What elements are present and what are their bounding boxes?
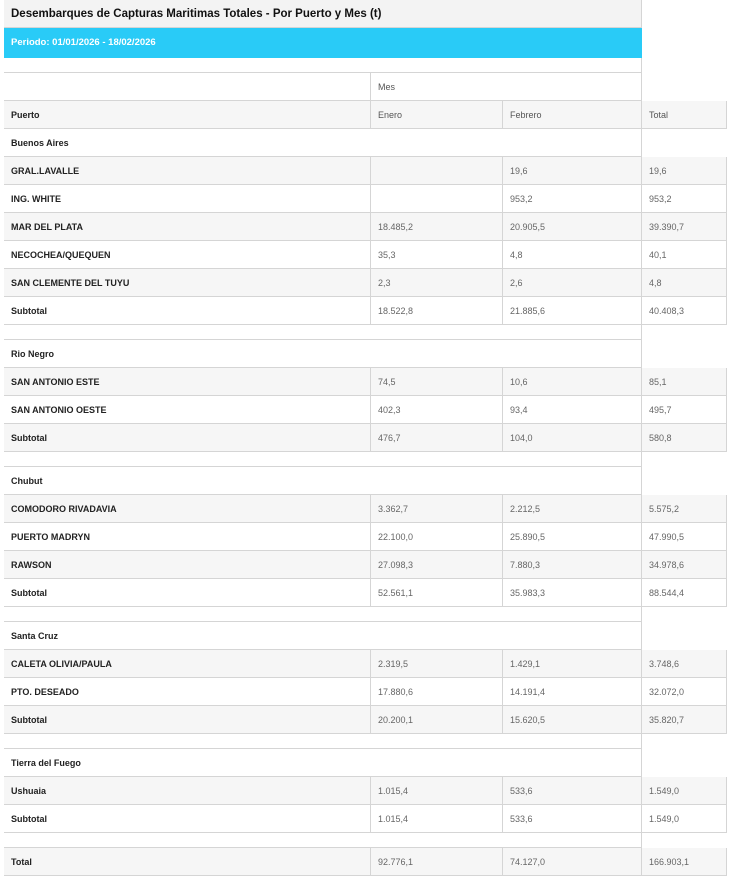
subtotal-total: 580,8 (642, 424, 727, 452)
spacer-cell (4, 452, 642, 467)
febrero-value: 14.191,4 (503, 678, 642, 706)
port-name: NECOCHEA/QUEQUEN (4, 241, 371, 269)
subtotal-enero: 476,7 (371, 424, 503, 452)
total-value: 85,1 (642, 368, 727, 396)
subtotal-enero: 52.561,1 (371, 579, 503, 607)
subtotal-label: Subtotal (4, 424, 371, 452)
subtotal-febrero: 35.983,3 (503, 579, 642, 607)
febrero-value: 2,6 (503, 269, 642, 297)
empty-header-cell (4, 73, 371, 101)
port-name: PTO. DESEADO (4, 678, 371, 706)
total-value: 47.990,5 (642, 523, 727, 551)
febrero-value: 25.890,5 (503, 523, 642, 551)
grand-total-value: 166.903,1 (642, 848, 727, 876)
enero-value: 27.098,3 (371, 551, 503, 579)
total-value: 1.549,0 (642, 777, 727, 805)
spacer-cell (4, 325, 642, 340)
subtotal-total: 35.820,7 (642, 706, 727, 734)
port-name: PUERTO MADRYN (4, 523, 371, 551)
enero-value: 3.362,7 (371, 495, 503, 523)
subtotal-label: Subtotal (4, 579, 371, 607)
region-name: Rio Negro (4, 340, 642, 368)
table-title: Desembarques de Capturas Maritimas Totales - Por Puerto y Mes (t) (4, 0, 642, 28)
febrero-value: 10,6 (503, 368, 642, 396)
subtotal-febrero: 21.885,6 (503, 297, 642, 325)
region-name: Buenos Aires (4, 129, 642, 157)
port-name: SAN CLEMENTE DEL TUYU (4, 269, 371, 297)
grand-total-label: Total (4, 848, 371, 876)
grand-total-enero: 92.776,1 (371, 848, 503, 876)
total-value: 40,1 (642, 241, 727, 269)
subtotal-total: 88.544,4 (642, 579, 727, 607)
subtotal-enero: 1.015,4 (371, 805, 503, 833)
subtotal-total: 1.549,0 (642, 805, 727, 833)
febrero-value: 19,6 (503, 157, 642, 185)
total-value: 39.390,7 (642, 213, 727, 241)
enero-value: 402,3 (371, 396, 503, 424)
enero-value: 1.015,4 (371, 777, 503, 805)
enero-value: 2,3 (371, 269, 503, 297)
total-value: 34.978,6 (642, 551, 727, 579)
port-name: CALETA OLIVIA/PAULA (4, 650, 371, 678)
subtotal-total: 40.408,3 (642, 297, 727, 325)
region-name: Santa Cruz (4, 622, 642, 650)
enero-value: 2.319,5 (371, 650, 503, 678)
subtotal-label: Subtotal (4, 805, 371, 833)
enero-value: 74,5 (371, 368, 503, 396)
enero-value: 17.880,6 (371, 678, 503, 706)
subtotal-enero: 20.200,1 (371, 706, 503, 734)
port-name: SAN ANTONIO ESTE (4, 368, 371, 396)
enero-header: Enero (371, 101, 503, 129)
region-name: Tierra del Fuego (4, 749, 642, 777)
subtotal-label: Subtotal (4, 297, 371, 325)
subtotal-febrero: 15.620,5 (503, 706, 642, 734)
region-name: Chubut (4, 467, 642, 495)
port-name: GRAL.LAVALLE (4, 157, 371, 185)
subtotal-enero: 18.522,8 (371, 297, 503, 325)
enero-value: 35,3 (371, 241, 503, 269)
febrero-header: Febrero (503, 101, 642, 129)
febrero-value: 4,8 (503, 241, 642, 269)
total-value: 3.748,6 (642, 650, 727, 678)
mes-header: Mes (371, 73, 642, 101)
port-name: Ushuaia (4, 777, 371, 805)
port-name: MAR DEL PLATA (4, 213, 371, 241)
period-banner: Periodo: 01/01/2026 - 18/02/2026 (4, 28, 642, 58)
febrero-value: 533,6 (503, 777, 642, 805)
spacer-cell (4, 58, 642, 73)
febrero-value: 1.429,1 (503, 650, 642, 678)
enero-value: 22.100,0 (371, 523, 503, 551)
subtotal-febrero: 533,6 (503, 805, 642, 833)
total-value: 5.575,2 (642, 495, 727, 523)
spacer-cell (4, 607, 642, 622)
total-value: 19,6 (642, 157, 727, 185)
subtotal-label: Subtotal (4, 706, 371, 734)
enero-value: 18.485,2 (371, 213, 503, 241)
total-value: 495,7 (642, 396, 727, 424)
febrero-value: 953,2 (503, 185, 642, 213)
total-header: Total (642, 101, 727, 129)
spacer-cell (4, 833, 642, 848)
febrero-value: 2.212,5 (503, 495, 642, 523)
total-value: 32.072,0 (642, 678, 727, 706)
spacer-cell (4, 734, 642, 749)
subtotal-febrero: 104,0 (503, 424, 642, 452)
puerto-header: Puerto (4, 101, 371, 129)
febrero-value: 93,4 (503, 396, 642, 424)
port-name: ING. WHITE (4, 185, 371, 213)
enero-value (371, 157, 503, 185)
port-name: COMODORO RIVADAVIA (4, 495, 371, 523)
total-value: 953,2 (642, 185, 727, 213)
grand-total-febrero: 74.127,0 (503, 848, 642, 876)
enero-value (371, 185, 503, 213)
febrero-value: 20.905,5 (503, 213, 642, 241)
febrero-value: 7.880,3 (503, 551, 642, 579)
port-name: SAN ANTONIO OESTE (4, 396, 371, 424)
port-name: RAWSON (4, 551, 371, 579)
total-value: 4,8 (642, 269, 727, 297)
